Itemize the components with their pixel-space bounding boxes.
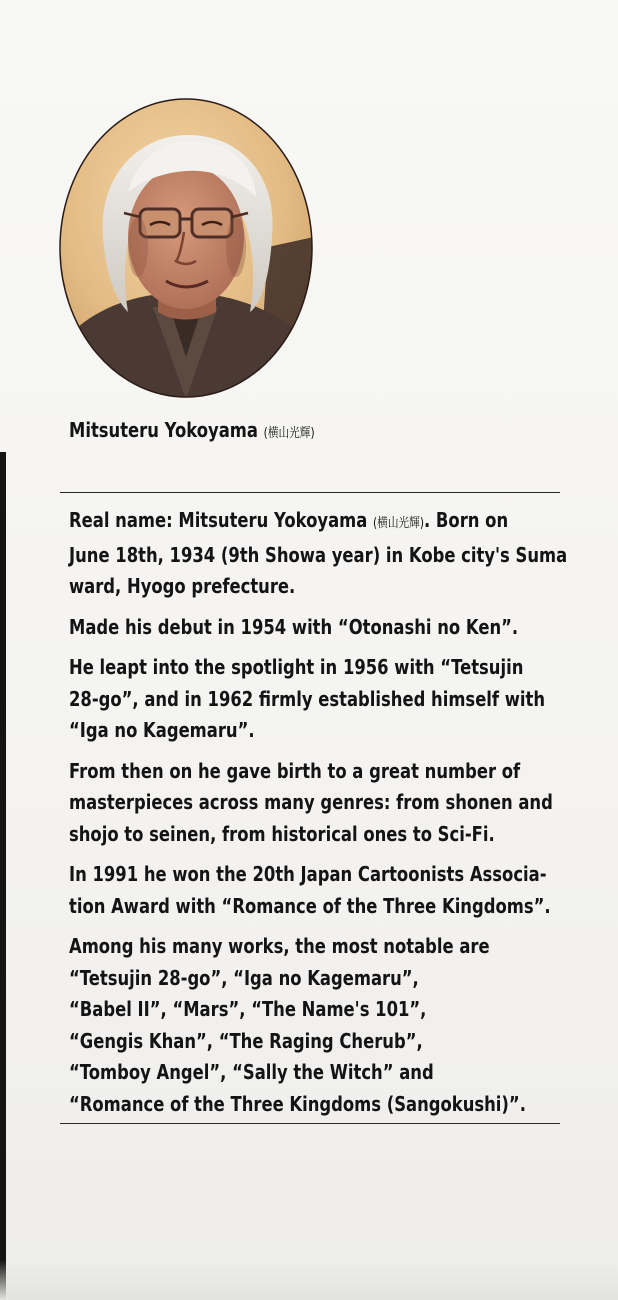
portrait-caption	[69, 418, 479, 442]
bio-paragraph-real-name	[69, 505, 568, 603]
bio-line: “Tetsujin 28-go”, “Iga no Kagemaru”,	[69, 965, 419, 990]
author-portrait	[58, 97, 314, 399]
author-biography	[69, 505, 568, 1129]
bio-paragraph-genres	[69, 756, 561, 851]
bio-line: Among his many works, the most notable are	[69, 934, 490, 958]
bio-line: 28-go”, and in 1962 firmly established himself with	[69, 686, 546, 711]
divider-top	[60, 492, 560, 493]
bio-paragraph-debut	[69, 612, 561, 644]
bio-line: From then on he gave birth to a great number of	[69, 758, 521, 783]
bio-line: tion Award with “Romance of the Three Kingdoms”.	[69, 893, 551, 918]
bio-line: ward, Hyogo prefecture.	[69, 574, 296, 598]
bio-line: “Iga no Kagemaru”.	[69, 718, 255, 742]
bio-line: June 18th, 1934 (9th Showa year) in Kobe city's Suma	[69, 542, 568, 567]
page-bottom-shade	[0, 1260, 618, 1300]
bio-line: “Gengis Khan”, “The Raging Cherub”,	[69, 1028, 423, 1053]
author-name-kanji: (横山光輝)	[263, 426, 315, 441]
bio-line: “Babel II”, “Mars”, “The Name's 101”,	[69, 997, 427, 1021]
binding-edge	[0, 452, 6, 1300]
bio-line: shojo to seinen, from historical ones to Sci-Fi.	[69, 821, 495, 846]
bio-line: “Tomboy Angel”, “Sally the Witch” and	[69, 1060, 434, 1084]
bio-line: In 1991 he won the 20th Japan Cartoonists Associa-	[69, 862, 547, 886]
bio-paragraph-award	[69, 859, 561, 922]
bio-line: He leapt into the spotlight in 1956 with “Tetsujin	[69, 655, 524, 679]
bio-paragraph-spotlight	[69, 652, 561, 747]
divider-bottom	[60, 1123, 560, 1124]
bio-line: masterpieces across many genres: from shonen and	[69, 790, 553, 814]
bio-paragraph-works	[69, 931, 561, 1120]
author-name: Mitsuteru Yokoyama	[69, 418, 258, 442]
author-portrait-image	[58, 97, 314, 399]
bio-line: “Romance of the Three Kingdoms (Sangokushi)”.	[69, 1091, 526, 1116]
author-name-kanji-inline: (横山光輝)	[373, 516, 424, 531]
bio-line: Made his debut in 1954 with “Otonashi no Ken”.	[69, 614, 519, 639]
bio-line: Real name: Mitsuteru Yokoyama (横山光輝). Born on	[69, 508, 509, 532]
